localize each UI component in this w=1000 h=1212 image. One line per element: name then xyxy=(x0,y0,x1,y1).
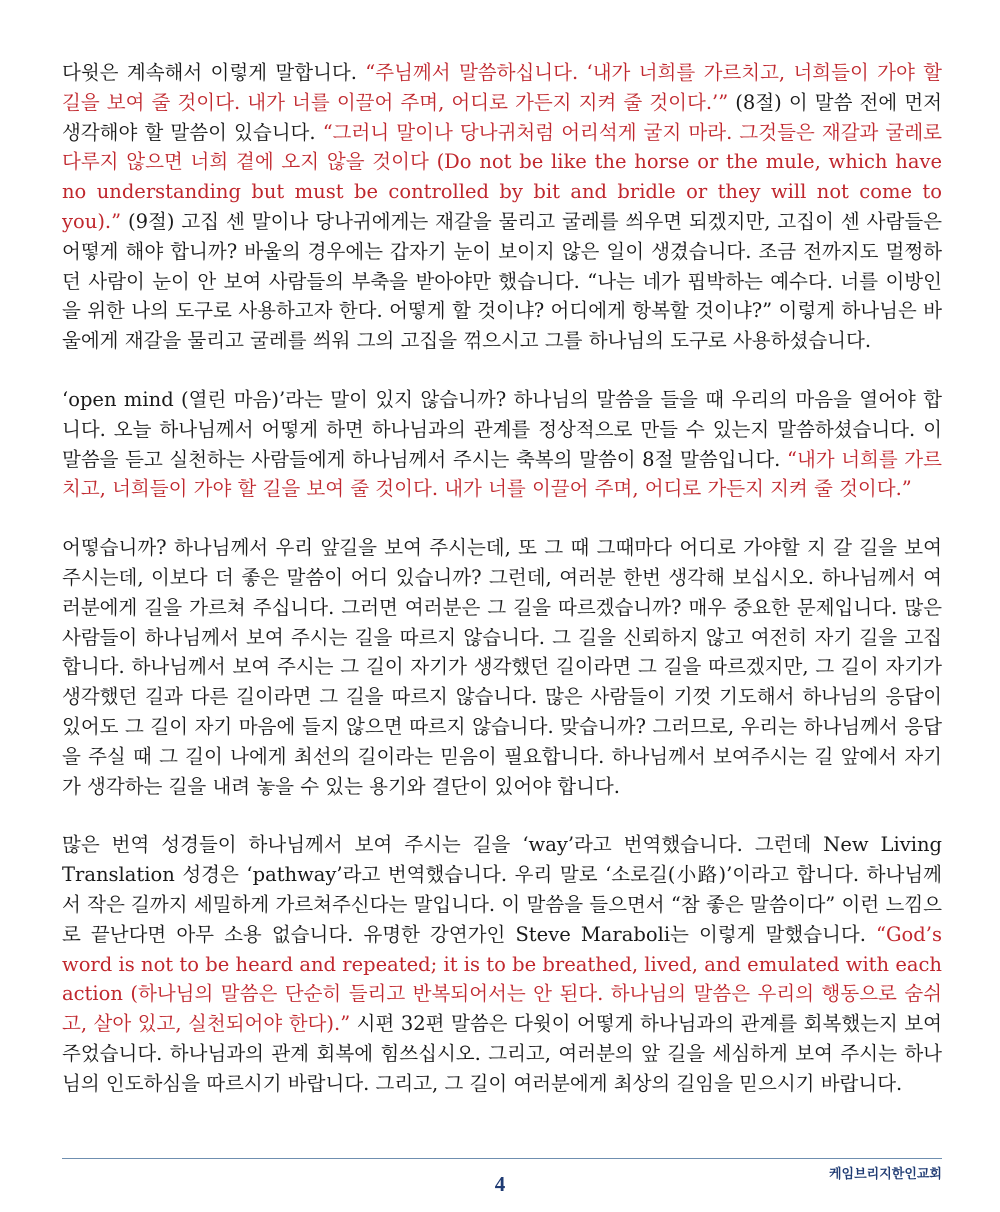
paragraph xyxy=(62,830,942,1098)
quotation: “God’s word is not to be heard and repeated; it is to be breathed, lived, and emulated with each action (하나님의 말씀은 단순히 들리고 반복되어서는 안 된다. 하나님의 말씀은 우리의 행동으로 숨쉬고, 살아 있고, 실천되어야 한다).” xyxy=(62,922,942,1036)
paragraph xyxy=(62,58,942,356)
church-name: 케임브리지한인교회 xyxy=(828,1167,942,1182)
body-text: 다윗은 계속해서 이렇게 말합니다. xyxy=(62,61,366,84)
scripture-quote: “주님께서 말씀하십니다. ‘내가 너희를 가르치고, 너희들이 가야 할 길을 보여 줄 것이다. 내가 너를 이끌어 주며, 어디로 가든지 지켜 줄 것이다.’” xyxy=(62,61,942,114)
body-text: (8절) 이 말씀 전에 먼저 생각해야 할 말씀이 있습니다. xyxy=(62,90,943,144)
body-text: 많은 번역 성경들이 하나님께서 보여 주시는 길을 ‘way’라고 번역했습니다. 그런데 New Living Translation 성경은 ‘pathway’라고 번역했습니다. 우리 말로 ‘소로길(小路)’이라고 합니다. 하나님께서 작은 길까지 세밀하게 가르쳐주신다는 말입니다. 이 말씀을 들으면서 “참 좋은 말씀이다” 이런 느낌으로 끝난다면 아무 소용 없습니다. 유명한 강연가인 Steve Maraboli는 이렇게 말했습니다. xyxy=(62,833,942,946)
page-number: 4 xyxy=(494,1172,506,1196)
scripture-quote: “그러니 말이나 당나귀처럼 어리석게 굴지 마라. 그것들은 재갈과 굴레로 다루지 않으면 너희 곁에 오지 않을 것이다 (Do not be like the horse or the mule, which have no understanding but must be controlled by bit and bridle or they will not come to you).” xyxy=(62,120,942,233)
document-body xyxy=(62,58,942,1128)
body-text: (9절) 고집 센 말이나 당나귀에게는 재갈을 물리고 굴레를 씌우면 되겠지만, 고집이 센 사람들은 어떻게 해야 합니까? 바울의 경우에는 갑자기 눈이 보이지 않은 일이 생겼습니다. 조금 전까지도 멀쩡하던 사람이 눈이 안 보여 사람들의 부축을 받아야만 했습니다. “나는 네가 핍박하는 예수다. 너를 이방인을 위한 나의 도구로 사용하고자 한다. 어떻게 할 것이냐? 어디에게 항복할 것이냐?” 이렇게 하나님은 바울에게 재갈을 물리고 굴레를 씌워 그의 고집을 꺾으시고 그를 하나님의 도구로 사용하셨습니다. xyxy=(62,209,942,353)
scripture-quote: “내가 너희를 가르치고, 너희들이 가야 할 길을 보여 줄 것이다. 내가 너를 이끌어 주며, 어디로 가든지 지켜 줄 것이다.” xyxy=(62,447,942,501)
footer-divider xyxy=(62,1158,942,1159)
body-text: ‘open mind (열린 마음)’라는 말이 있지 않습니까? 하나님의 말씀을 들을 때 우리의 마음을 열어야 합니다. 오늘 하나님께서 어떻게 하면 하나님과의 관계를 정상적으로 만들 수 있는지 말씀하셨습니다. 이 말씀을 듣고 실천하는 사람들에게 하나님께서 주시는 축복의 말씀이 8절 말씀입니다. xyxy=(62,387,942,471)
body-text: 어떻습니까? 하나님께서 우리 앞길을 보여 주시는데, 또 그 때 그때마다 어디로 가야할 지 갈 길을 보여 주시는데, 이보다 더 좋은 말씀이 어디 있습니까? 그런데, 여러분 한번 생각해 보십시오. 하나님께서 여러분에게 길을 가르쳐 주십니다. 그러면 여러분은 그 길을 따르겠습니까? 매우 중요한 문제입니다. 많은 사람들이 하나님께서 보여 주시는 길을 따르지 않습니다. 그 길을 신뢰하지 않고 여전히 자기 길을 고집합니다. 하나님께서 보여 주시는 그 길이 자기가 생각했던 길이라면 그 길을 따르겠지만, 그 길이 자기가 생각했던 길과 다른 길이라면 그 길을 따르지 않습니다. 많은 사람들이 기껏 기도해서 하나님의 응답이 있어도 그 길이 자기 마음에 들지 않으면 따르지 않습니다. 맞습니까? 그러므로, 우리는 하나님께서 응답을 주실 때 그 길이 나에게 최선의 길이라는 믿음이 필요합니다. 하나님께서 보여주시는 길 앞에서 자기가 생각하는 길을 내려 놓을 수 있는 용기와 결단이 있어야 합니다. xyxy=(62,536,942,798)
body-text: 시편 32편 말씀은 다윗이 어떻게 하나님과의 관계를 회복했는지 보여주었습니다. 하나님과의 관계 회복에 힘쓰십시오. 그리고, 여러분의 앞 길을 세심하게 보여 주시는 하나님의 인도하심을 따르시기 바랍니다. 그리고, 그 길이 여러분에게 최상의 길임을 믿으시기 바랍니다. xyxy=(62,1012,943,1095)
paragraph xyxy=(62,385,942,504)
paragraph xyxy=(62,533,942,801)
